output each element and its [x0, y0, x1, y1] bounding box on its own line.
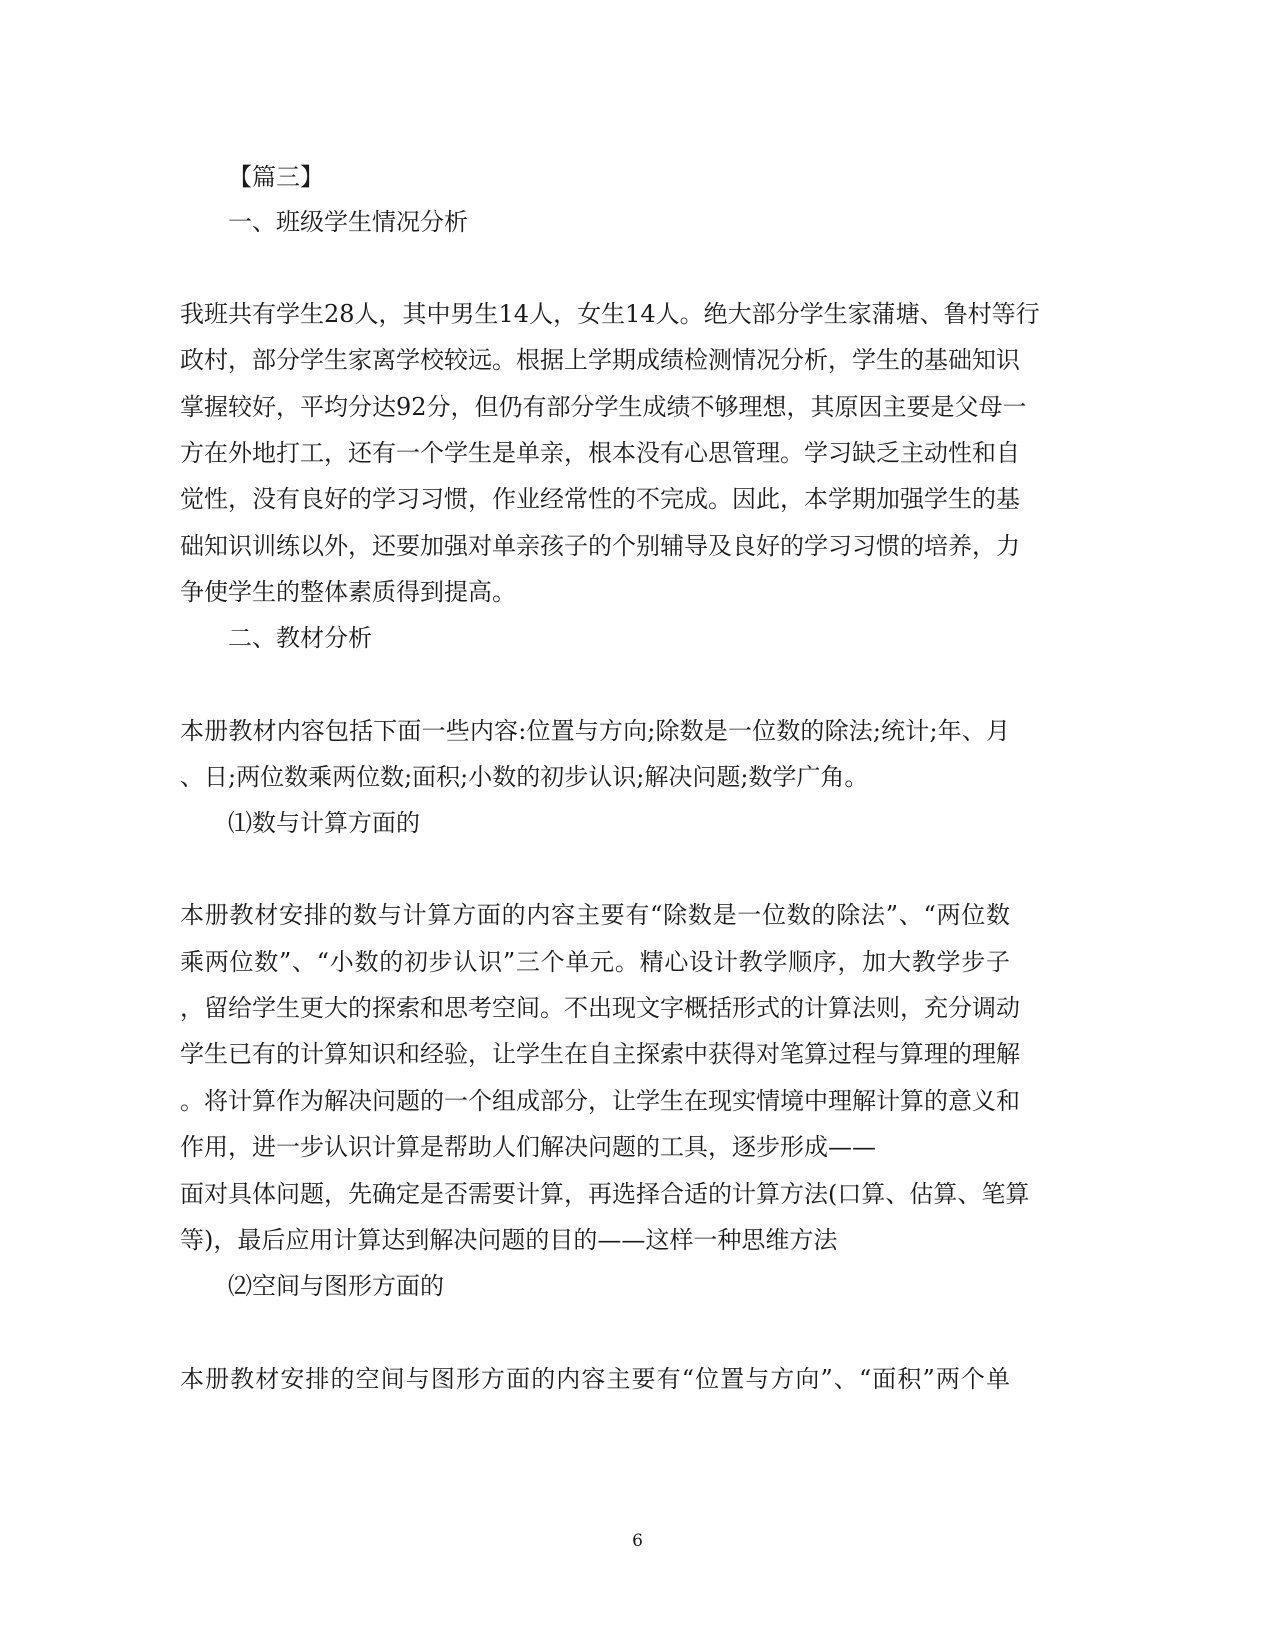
paragraph-line: 学生已有的计算知识和经验，让学生在自主探索中获得对笔算过程与算理的理解	[180, 1040, 1020, 1068]
page-number: 6	[632, 1531, 643, 1551]
paragraph-line: 本册教材安排的空间与图形方面的内容主要有“位置与方向”、“面积”两个单	[180, 1365, 1010, 1393]
paragraph-line: 觉性，没有良好的学习习惯，作业经常性的不完成。因此，本学期加强学生的基	[180, 485, 1020, 513]
subsection-heading-space-figure: ⑵空间与图形方面的	[228, 1272, 444, 1300]
paragraph-line: 面对具体问题，先确定是否需要计算，再选择合适的计算方法(口算、估算、笔算	[180, 1180, 1030, 1208]
section-heading-student-analysis: 一、班级学生情况分析	[228, 208, 468, 236]
paragraph-line: 掌握较好，平均分达92分，但仍有部分学生成绩不够理想，其原因主要是父母一	[180, 393, 1027, 421]
paragraph-line: 本册教材内容包括下面一些内容:位置与方向;除数是一位数的除法;统计;年、月	[180, 717, 1010, 745]
paragraph-line: 作用，进一步认识计算是帮助人们解决问题的工具，逐步形成——	[180, 1133, 876, 1161]
paragraph-line: 。将计算作为解决问题的一个组成部分，让学生在现实情境中理解计算的意义和	[180, 1087, 1020, 1115]
paragraph-line: 乘两位数”、“小数的初步认识”三个单元。精心设计教学顺序，加大教学步子	[180, 948, 1010, 976]
paragraph-line: ，留给学生更大的探索和思考空间。不出现文字概括形式的计算法则，充分调动	[180, 994, 1020, 1022]
paragraph-line: 、日;两位数乘两位数;面积;小数的初步认识;解决问题;数学广角。	[180, 763, 869, 791]
section-tag: 【篇三】	[228, 163, 324, 191]
paragraph-line: 础知识训练以外，还要加强对单亲孩子的个别辅导及良好的学习习惯的培养，力	[180, 532, 1020, 560]
paragraph-line: 本册教材安排的数与计算方面的内容主要有“除数是一位数的除法”、“两位数	[180, 901, 1010, 929]
paragraph-line: 等)，最后应用计算达到解决问题的目的——这样一种思维方法	[180, 1226, 838, 1254]
paragraph-line: 争使学生的整体素质得到提高。	[180, 578, 516, 606]
section-heading-textbook-analysis: 二、教材分析	[228, 624, 372, 652]
paragraph-line: 政村，部分学生家离学校较远。根据上学期成绩检测情况分析，学生的基础知识	[180, 346, 1020, 374]
paragraph-line: 我班共有学生28人，其中男生14人，女生14人。绝大部分学生家蒲塘、鲁村等行	[180, 300, 1040, 328]
paragraph-line: 方在外地打工，还有一个学生是单亲，根本没有心思管理。学习缺乏主动性和自	[180, 439, 1020, 467]
subsection-heading-number-calculation: ⑴数与计算方面的	[228, 809, 420, 837]
